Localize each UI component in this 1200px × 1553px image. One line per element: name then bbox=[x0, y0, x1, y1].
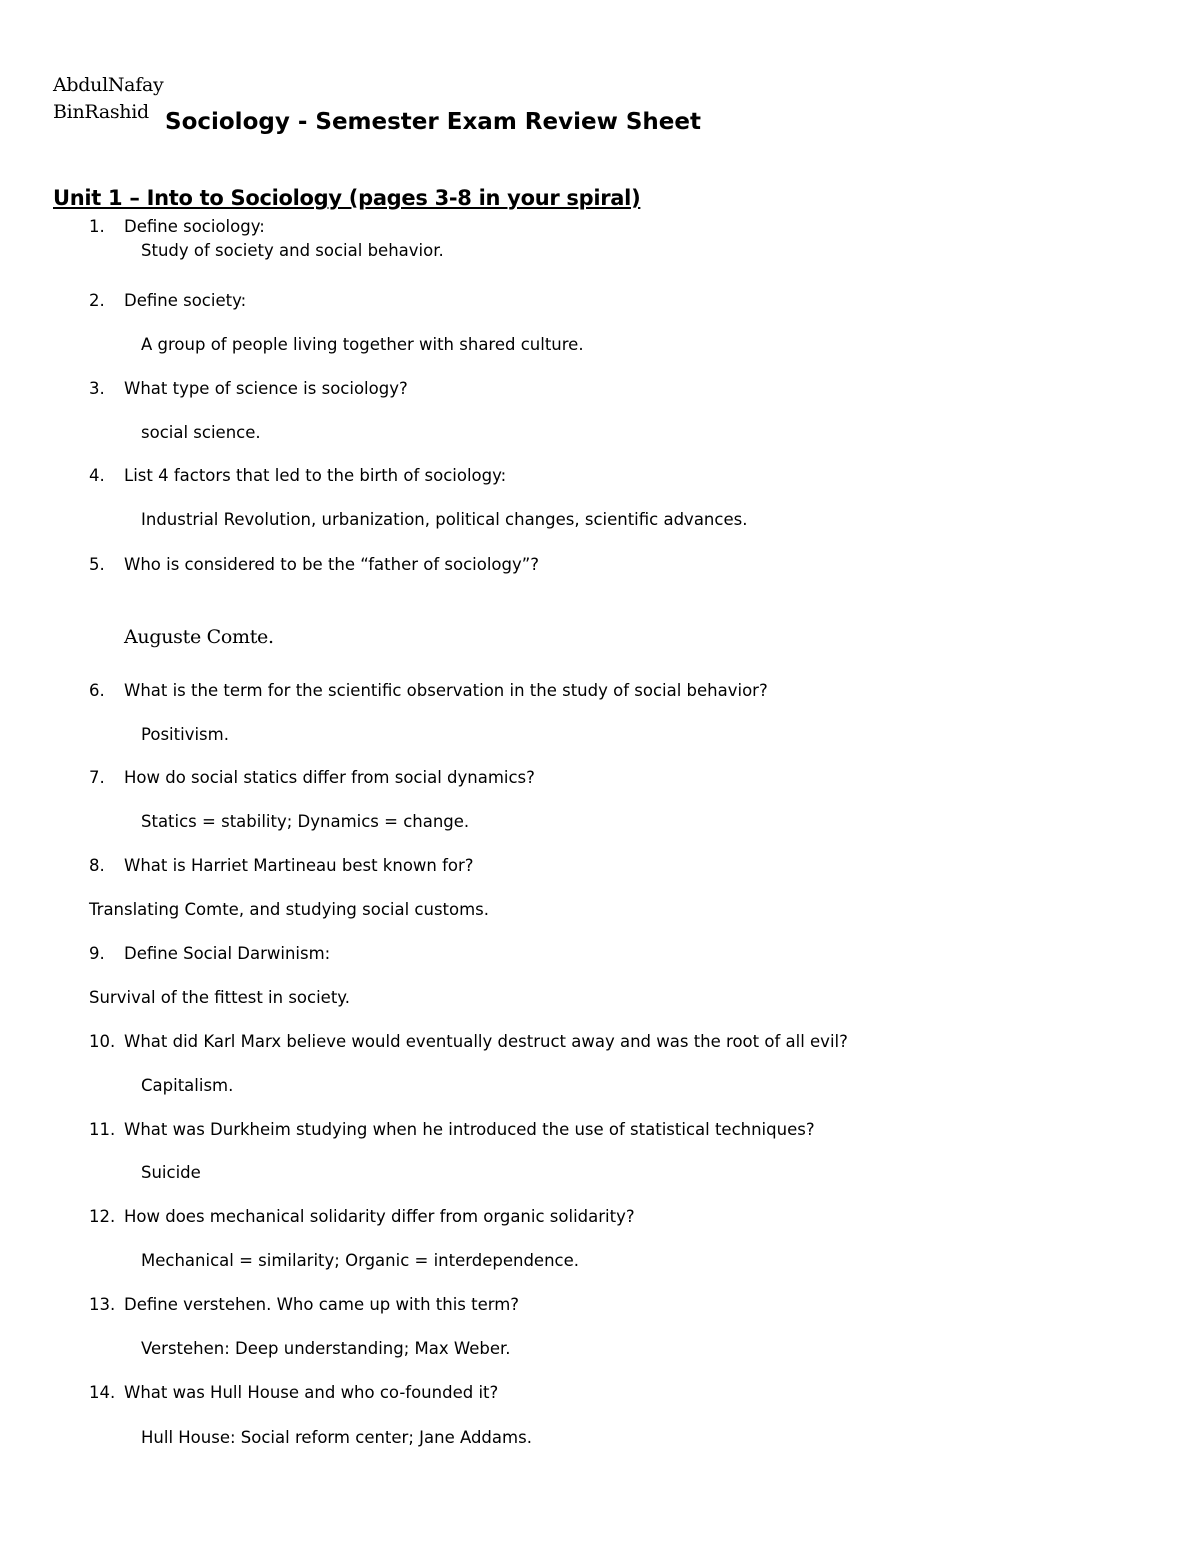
answer-text: Positivism. bbox=[141, 725, 229, 744]
question-number: 13. bbox=[89, 1295, 116, 1314]
question-text: What did Karl Marx believe would eventually destruct away and was the root of all evil? bbox=[124, 1032, 848, 1051]
unit-heading: Unit 1 – Into to Sociology (pages 3-8 in your spiral) bbox=[53, 186, 641, 210]
question-text: Define verstehen. Who came up with this term? bbox=[124, 1295, 520, 1314]
question-text: How does mechanical solidarity differ from organic solidarity? bbox=[124, 1207, 635, 1226]
author-name-last: BinRashid bbox=[53, 101, 149, 123]
question-number: 12. bbox=[89, 1207, 116, 1226]
question-item bbox=[89, 1031, 848, 1053]
question-number: 4. bbox=[89, 466, 105, 485]
question-number: 7. bbox=[89, 768, 105, 787]
question-item bbox=[89, 855, 474, 877]
question-number: 14. bbox=[89, 1383, 116, 1402]
question-item bbox=[89, 1294, 519, 1316]
question-text: Define Social Darwinism: bbox=[124, 944, 331, 963]
answer-text: A group of people living together with shared culture. bbox=[141, 335, 584, 354]
answer-text: Industrial Revolution, urbanization, political changes, scientific advances. bbox=[141, 510, 748, 529]
answer-text: Statics = stability; Dynamics = change. bbox=[141, 812, 470, 831]
question-number: 3. bbox=[89, 379, 105, 398]
question-item bbox=[89, 554, 539, 576]
question-text: Define sociology: bbox=[124, 217, 265, 236]
question-text: Define society: bbox=[124, 291, 247, 310]
answer-text: Suicide bbox=[141, 1163, 201, 1182]
author-name-first: AbdulNafay bbox=[53, 74, 164, 96]
question-text: How do social statics differ from social dynamics? bbox=[124, 768, 535, 787]
answer-text: Hull House: Social reform center; Jane Addams. bbox=[141, 1428, 532, 1447]
question-item bbox=[89, 378, 408, 400]
question-text: List 4 factors that led to the birth of sociology: bbox=[124, 466, 507, 485]
question-text: Who is considered to be the “father of sociology”? bbox=[124, 555, 540, 574]
question-number: 5. bbox=[89, 555, 105, 574]
question-number: 9. bbox=[89, 944, 105, 963]
answer-text: social science. bbox=[141, 423, 261, 442]
question-item bbox=[89, 767, 535, 789]
answer-text: Mechanical = similarity; Organic = interdependence. bbox=[141, 1251, 579, 1270]
question-item bbox=[89, 1206, 635, 1228]
document-title: Sociology - Semester Exam Review Sheet bbox=[165, 109, 701, 135]
question-text: What type of science is sociology? bbox=[124, 379, 408, 398]
question-item bbox=[89, 1382, 498, 1404]
answer-text: Study of society and social behavior. bbox=[141, 241, 444, 260]
question-number: 8. bbox=[89, 856, 105, 875]
question-item bbox=[89, 290, 246, 312]
question-text: What is the term for the scientific observation in the study of social behavior? bbox=[124, 681, 768, 700]
question-number: 11. bbox=[89, 1120, 116, 1139]
question-number: 1. bbox=[89, 217, 105, 236]
question-text: What is Harriet Martineau best known for? bbox=[124, 856, 474, 875]
answer-text: Auguste Comte. bbox=[124, 626, 274, 648]
answer-text: Survival of the fittest in society. bbox=[89, 988, 350, 1007]
question-item bbox=[89, 680, 768, 702]
answer-text: Capitalism. bbox=[141, 1076, 234, 1095]
question-item bbox=[89, 943, 330, 965]
question-number: 2. bbox=[89, 291, 105, 310]
question-item bbox=[89, 216, 265, 238]
answer-text: Translating Comte, and studying social customs. bbox=[89, 900, 490, 919]
question-number: 10. bbox=[89, 1032, 116, 1051]
question-number: 6. bbox=[89, 681, 105, 700]
question-text: What was Durkheim studying when he introduced the use of statistical techniques? bbox=[124, 1120, 815, 1139]
question-item bbox=[89, 465, 506, 487]
question-text: What was Hull House and who co-founded it? bbox=[124, 1383, 499, 1402]
question-item bbox=[89, 1119, 815, 1141]
answer-text: Verstehen: Deep understanding; Max Weber. bbox=[141, 1339, 511, 1358]
